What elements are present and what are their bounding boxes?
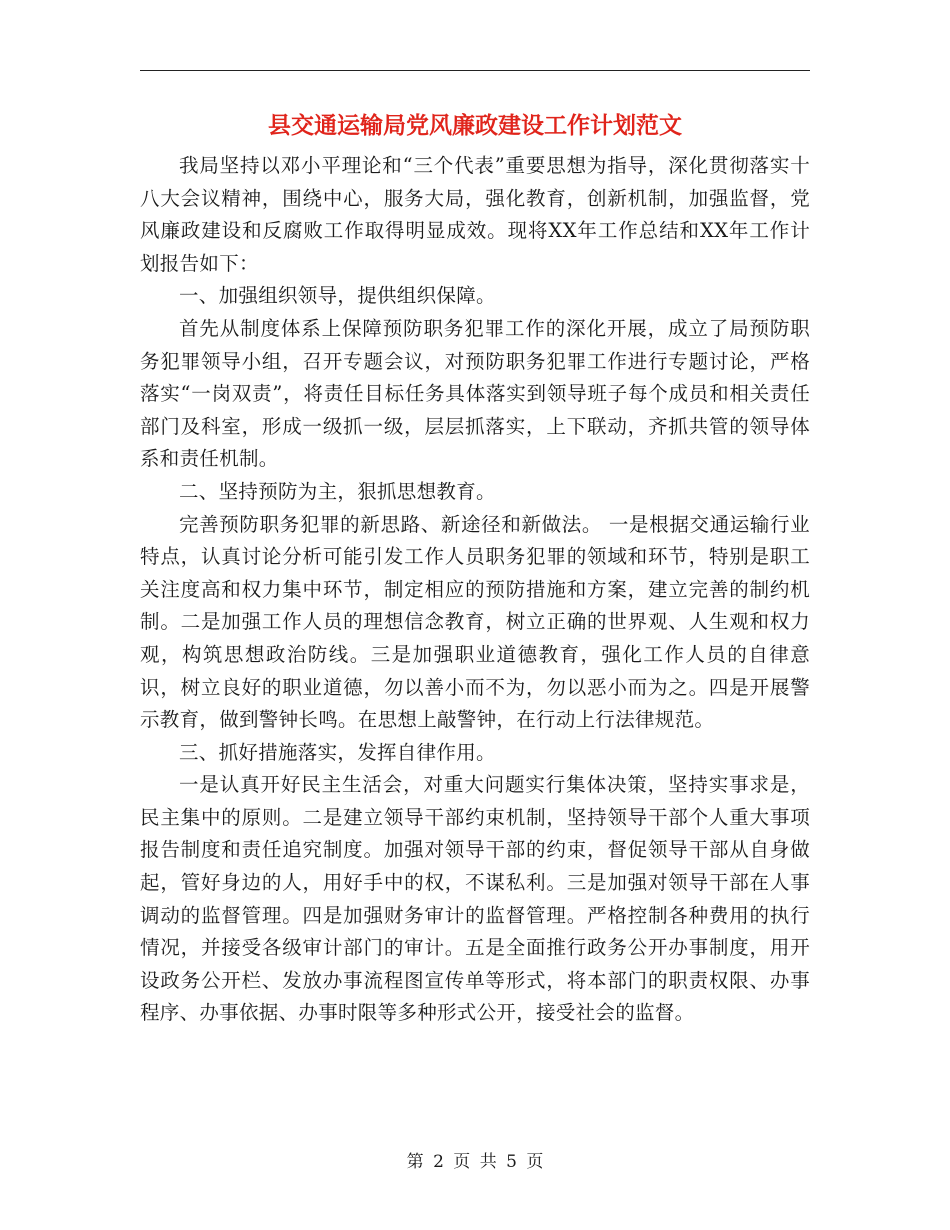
- section-heading-1: 一、加强组织领导，提供组织保障。: [179, 284, 496, 308]
- document-title: 县交通运输局党风廉政建设工作计划范文: [268, 112, 682, 139]
- section-2-paragraph: 完善预防职务犯罪的新思路、新途径和新做法。 一是根据交通运输行业特点，认真讨论分析可能引发工作人员职务犯罪的领域和环节，特别是职工关注度高和权力集中环节，制定相应的预防措施和方案，建立完善的制约机制。二是加强工作人员的理想信念教育，树立正确的世界观、人生观和权力观，构筑思想政治防线。三是加强职业道德教育，强化工作人员的自律意识，树立良好的职业道德，勿以善小而不为，勿以恶小而为之。四是开展警示教育，做到警钟长鸣。在思想上敲警钟，在行动上行法律规范。: [140, 512, 810, 732]
- section-1-paragraph: 首先从制度体系上保障预防职务犯罪工作的深化开展，成立了局预防职务犯罪领导小组，召开专题会议，对预防职务犯罪工作进行专题讨论，严格落实“一岗双责”，将责任目标任务具体落实到领导班子每个成员和相关责任部门及科室，形成一级抓一级，层层抓落实，上下联动，齐抓共管的领导体系和责任机制。: [140, 316, 810, 471]
- section-3-paragraph: 一是认真开好民主生活会，对重大问题实行集体决策，坚持实事求是，民主集中的原则。二是建立领导干部约束机制，坚持领导干部个人重大事项报告制度和责任追究制度。加强对领导干部的约束，督促领导干部从自身做起，管好身边的人，用好手中的权，不谋私利。三是加强对领导干部在人事调动的监督管理。四是加强财务审计的监督管理。严格控制各种费用的执行情况，并接受各级审计部门的审计。五是全面推行政务公开办事制度，用开设政务公开栏、发放办事流程图宣传单等形式，将本部门的职责权限、办事程序、办事依据、办事时限等多种形式公开，接受社会的监督。: [140, 773, 810, 1025]
- section-heading-2: 二、坚持预防为主，狠抓思想教育。: [179, 479, 496, 503]
- page-number: 第 2 页 共 5 页: [406, 1152, 544, 1172]
- header-rule: [140, 70, 810, 71]
- intro-paragraph: 我局坚持以邓小平理论和“三个代表”重要思想为指导，深化贯彻落实十八大会议精神，围绕中心，服务大局，强化教育，创新机制，加强监督，党风廉政建设和反腐败工作取得明显成效。现将XX年工作总结和XX年工作计划报告如下：: [140, 154, 810, 275]
- section-heading-3: 三、抓好措施落实，发挥自律作用。: [179, 740, 496, 764]
- document-body: [140, 150, 810, 1030]
